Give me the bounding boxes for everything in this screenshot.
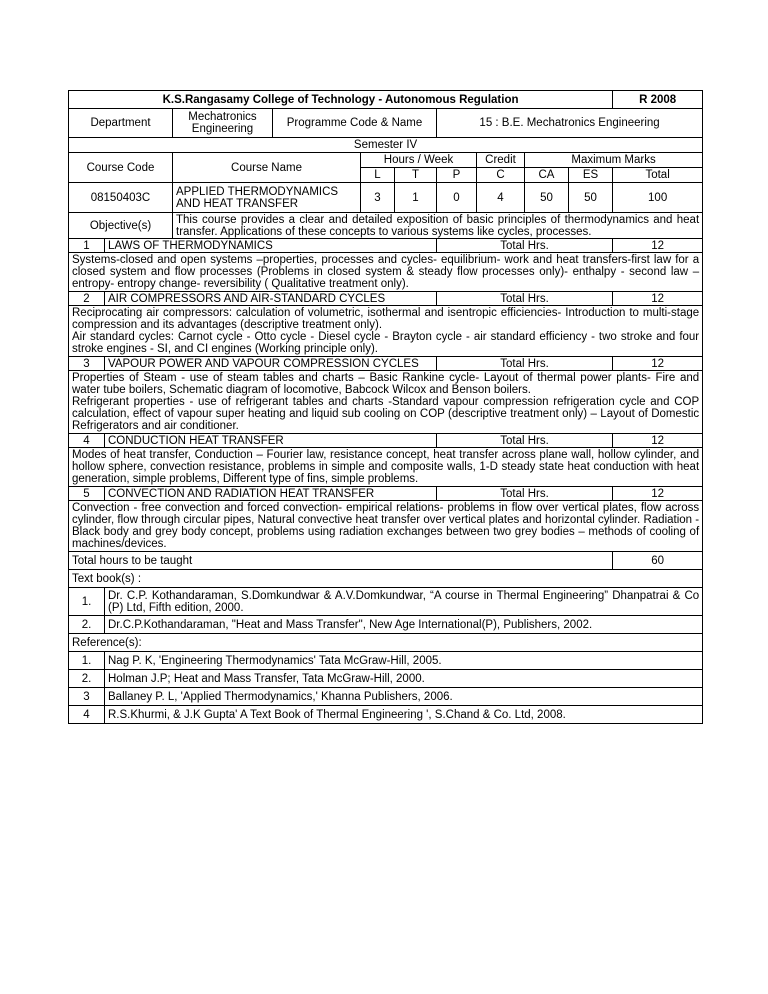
syllabus-table bbox=[68, 90, 703, 724]
unit-hours: 12 bbox=[613, 487, 703, 501]
programme-value: 15 : B.E. Mechatronics Engineering bbox=[437, 109, 703, 138]
unit-hours-label: Total Hrs. bbox=[437, 487, 613, 501]
unit-content-row bbox=[69, 371, 703, 434]
objective-row bbox=[69, 213, 703, 239]
unit-content: Systems-closed and open systems –properties, processes and cycles- equilibrium- work and heat transfers-first law for a closed system and flow processes (Problems in closed system & steady flow processes only)- enthalpy - second law –entropy- entropy change- reversibility ( Qualitative treatment only). bbox=[69, 253, 703, 292]
ca-label: CA bbox=[525, 168, 569, 183]
unit-header-row bbox=[69, 239, 703, 253]
c-label: C bbox=[477, 168, 525, 183]
reference-number: 2. bbox=[69, 670, 105, 688]
unit-hours: 12 bbox=[613, 239, 703, 253]
course-name: APPLIED THERMODYNAMICS AND HEAT TRANSFER bbox=[173, 183, 361, 213]
unit-hours-label: Total Hrs. bbox=[437, 357, 613, 371]
course-c: 4 bbox=[477, 183, 525, 213]
total-hours-label: Total hours to be taught bbox=[69, 552, 613, 570]
unit-content: Properties of Steam - use of steam tables and charts – Basic Rankine cycle- Layout of thermal power plants- Fire and water tube boilers, Schematic diagram of locomotive, Babcock Wilcox and Benson boilers. Refrigerant properties - use of refrigerant tables and charts -Standard vapour compression refrigeration cycle and COP calculation, effect of vapour super heating and liquid sub cooling on COP (descriptive treatment only) – Layout of Domestic Refrigerators and air conditioner. bbox=[69, 371, 703, 434]
unit-title: CONDUCTION HEAT TRANSFER bbox=[105, 434, 437, 448]
unit-content: Convection - free convection and forced convection- empirical relations- problems in flow over vertical plates, flow across cylinder, flow through circular pipes, Natural convective heat transfer over vertical plates and horizontal cylinder. Radiation - Black body and grey body concept, problems using radiation exchanges between two grey bodies – methods of cooling of machines/devices. bbox=[69, 501, 703, 552]
reference-row bbox=[69, 652, 703, 670]
unit-hours: 12 bbox=[613, 357, 703, 371]
references-label: Reference(s): bbox=[69, 634, 703, 652]
reference-row bbox=[69, 670, 703, 688]
reference-row bbox=[69, 688, 703, 706]
textbooks-label-row bbox=[69, 570, 703, 588]
max-marks-label: Maximum Marks bbox=[525, 153, 703, 168]
textbook-row bbox=[69, 588, 703, 616]
course-total: 100 bbox=[613, 183, 703, 213]
unit-number: 1 bbox=[69, 239, 105, 253]
course-name-label: Course Name bbox=[173, 153, 361, 183]
reference-text: R.S.Khurmi, & J.K Gupta' A Text Book of Thermal Engineering ', S.Chand & Co. Ltd, 2008. bbox=[105, 706, 703, 724]
unit-content-row bbox=[69, 501, 703, 552]
total-label: Total bbox=[613, 168, 703, 183]
unit-content-row bbox=[69, 253, 703, 292]
unit-hours-label: Total Hrs. bbox=[437, 239, 613, 253]
semester-row bbox=[69, 138, 703, 153]
reference-number: 4 bbox=[69, 706, 105, 724]
regulation: R 2008 bbox=[613, 91, 703, 109]
programme-label: Programme Code & Name bbox=[273, 109, 437, 138]
textbook-number: 2. bbox=[69, 616, 105, 634]
course-ca: 50 bbox=[525, 183, 569, 213]
credit-label: Credit bbox=[477, 153, 525, 168]
reference-number: 3 bbox=[69, 688, 105, 706]
unit-title: AIR COMPRESSORS AND AIR-STANDARD CYCLES bbox=[105, 292, 437, 306]
semester: Semester IV bbox=[69, 138, 703, 153]
course-header-row bbox=[69, 153, 703, 168]
unit-header-row bbox=[69, 434, 703, 448]
references-label-row bbox=[69, 634, 703, 652]
reference-text: Nag P. K, 'Engineering Thermodynamics' Tata McGraw-Hill, 2005. bbox=[105, 652, 703, 670]
textbook-number: 1. bbox=[69, 588, 105, 616]
unit-hours-label: Total Hrs. bbox=[437, 434, 613, 448]
course-code-label: Course Code bbox=[69, 153, 173, 183]
unit-header-row bbox=[69, 292, 703, 306]
textbook-row bbox=[69, 616, 703, 634]
unit-header-row bbox=[69, 487, 703, 501]
unit-content-row bbox=[69, 448, 703, 487]
reference-text: Holman J.P; Heat and Mass Transfer, Tata McGraw-Hill, 2000. bbox=[105, 670, 703, 688]
header-row bbox=[69, 91, 703, 109]
unit-hours: 12 bbox=[613, 292, 703, 306]
reference-text: Ballaney P. L, 'Applied Thermodynamics,' Khanna Publishers, 2006. bbox=[105, 688, 703, 706]
reference-row bbox=[69, 706, 703, 724]
es-label: ES bbox=[569, 168, 613, 183]
unit-content: Reciprocating air compressors: calculation of volumetric, isothermal and isentropic efficiencies- Introduction to multi-stage compression and its advantages (descriptive treatment only). Air standard cycles: Carnot cycle - Otto cycle - Diesel cycle - Brayton cycle - air standard efficiency - two stroke and four stroke engines - SI, and CI engines (Working principle only). bbox=[69, 306, 703, 357]
course-l: 3 bbox=[361, 183, 395, 213]
unit-header-row bbox=[69, 357, 703, 371]
reference-number: 1. bbox=[69, 652, 105, 670]
course-es: 50 bbox=[569, 183, 613, 213]
l-label: L bbox=[361, 168, 395, 183]
unit-number: 5 bbox=[69, 487, 105, 501]
textbooks-label: Text book(s) : bbox=[69, 570, 703, 588]
total-hours-value: 60 bbox=[613, 552, 703, 570]
total-hours-row bbox=[69, 552, 703, 570]
textbook-text: Dr.C.P.Kothandaraman, "Heat and Mass Transfer", New Age International(P), Publishers, 2002. bbox=[105, 616, 703, 634]
textbook-text: Dr. C.P. Kothandaraman, S.Domkundwar & A.V.Domkundwar, “A course in Thermal Engineering” Dhanpatrai & Co (P) Ltd, Fifth edition, 2000. bbox=[105, 588, 703, 616]
unit-title: VAPOUR POWER AND VAPOUR COMPRESSION CYCLES bbox=[105, 357, 437, 371]
course-row bbox=[69, 183, 703, 213]
unit-number: 4 bbox=[69, 434, 105, 448]
college-title: K.S.Rangasamy College of Technology - Autonomous Regulation bbox=[69, 91, 613, 109]
department-row bbox=[69, 109, 703, 138]
course-t: 1 bbox=[395, 183, 437, 213]
unit-number: 2 bbox=[69, 292, 105, 306]
course-code: 08150403C bbox=[69, 183, 173, 213]
unit-title: CONVECTION AND RADIATION HEAT TRANSFER bbox=[105, 487, 437, 501]
objective-label: Objective(s) bbox=[69, 213, 173, 239]
unit-hours-label: Total Hrs. bbox=[437, 292, 613, 306]
course-p: 0 bbox=[437, 183, 477, 213]
syllabus-sheet bbox=[68, 90, 702, 724]
unit-content-row bbox=[69, 306, 703, 357]
department-label: Department bbox=[69, 109, 173, 138]
unit-title: LAWS OF THERMODYNAMICS bbox=[105, 239, 437, 253]
hours-week-label: Hours / Week bbox=[361, 153, 477, 168]
department-value: Mechatronics Engineering bbox=[173, 109, 273, 138]
objective-text: This course provides a clear and detailed exposition of basic principles of thermodynamics and heat transfer. Applications of these concepts to various systems like cycles, processes. bbox=[173, 213, 703, 239]
unit-content: Modes of heat transfer, Conduction – Fourier law, resistance concept, heat transfer across plane wall, hollow cylinder, and hollow sphere, convection resistance, problems in simple and composite walls, 1-D steady state heat conduction with heat generation, simple problems, Different type of fins, simple problems. bbox=[69, 448, 703, 487]
t-label: T bbox=[395, 168, 437, 183]
unit-hours: 12 bbox=[613, 434, 703, 448]
p-label: P bbox=[437, 168, 477, 183]
unit-number: 3 bbox=[69, 357, 105, 371]
